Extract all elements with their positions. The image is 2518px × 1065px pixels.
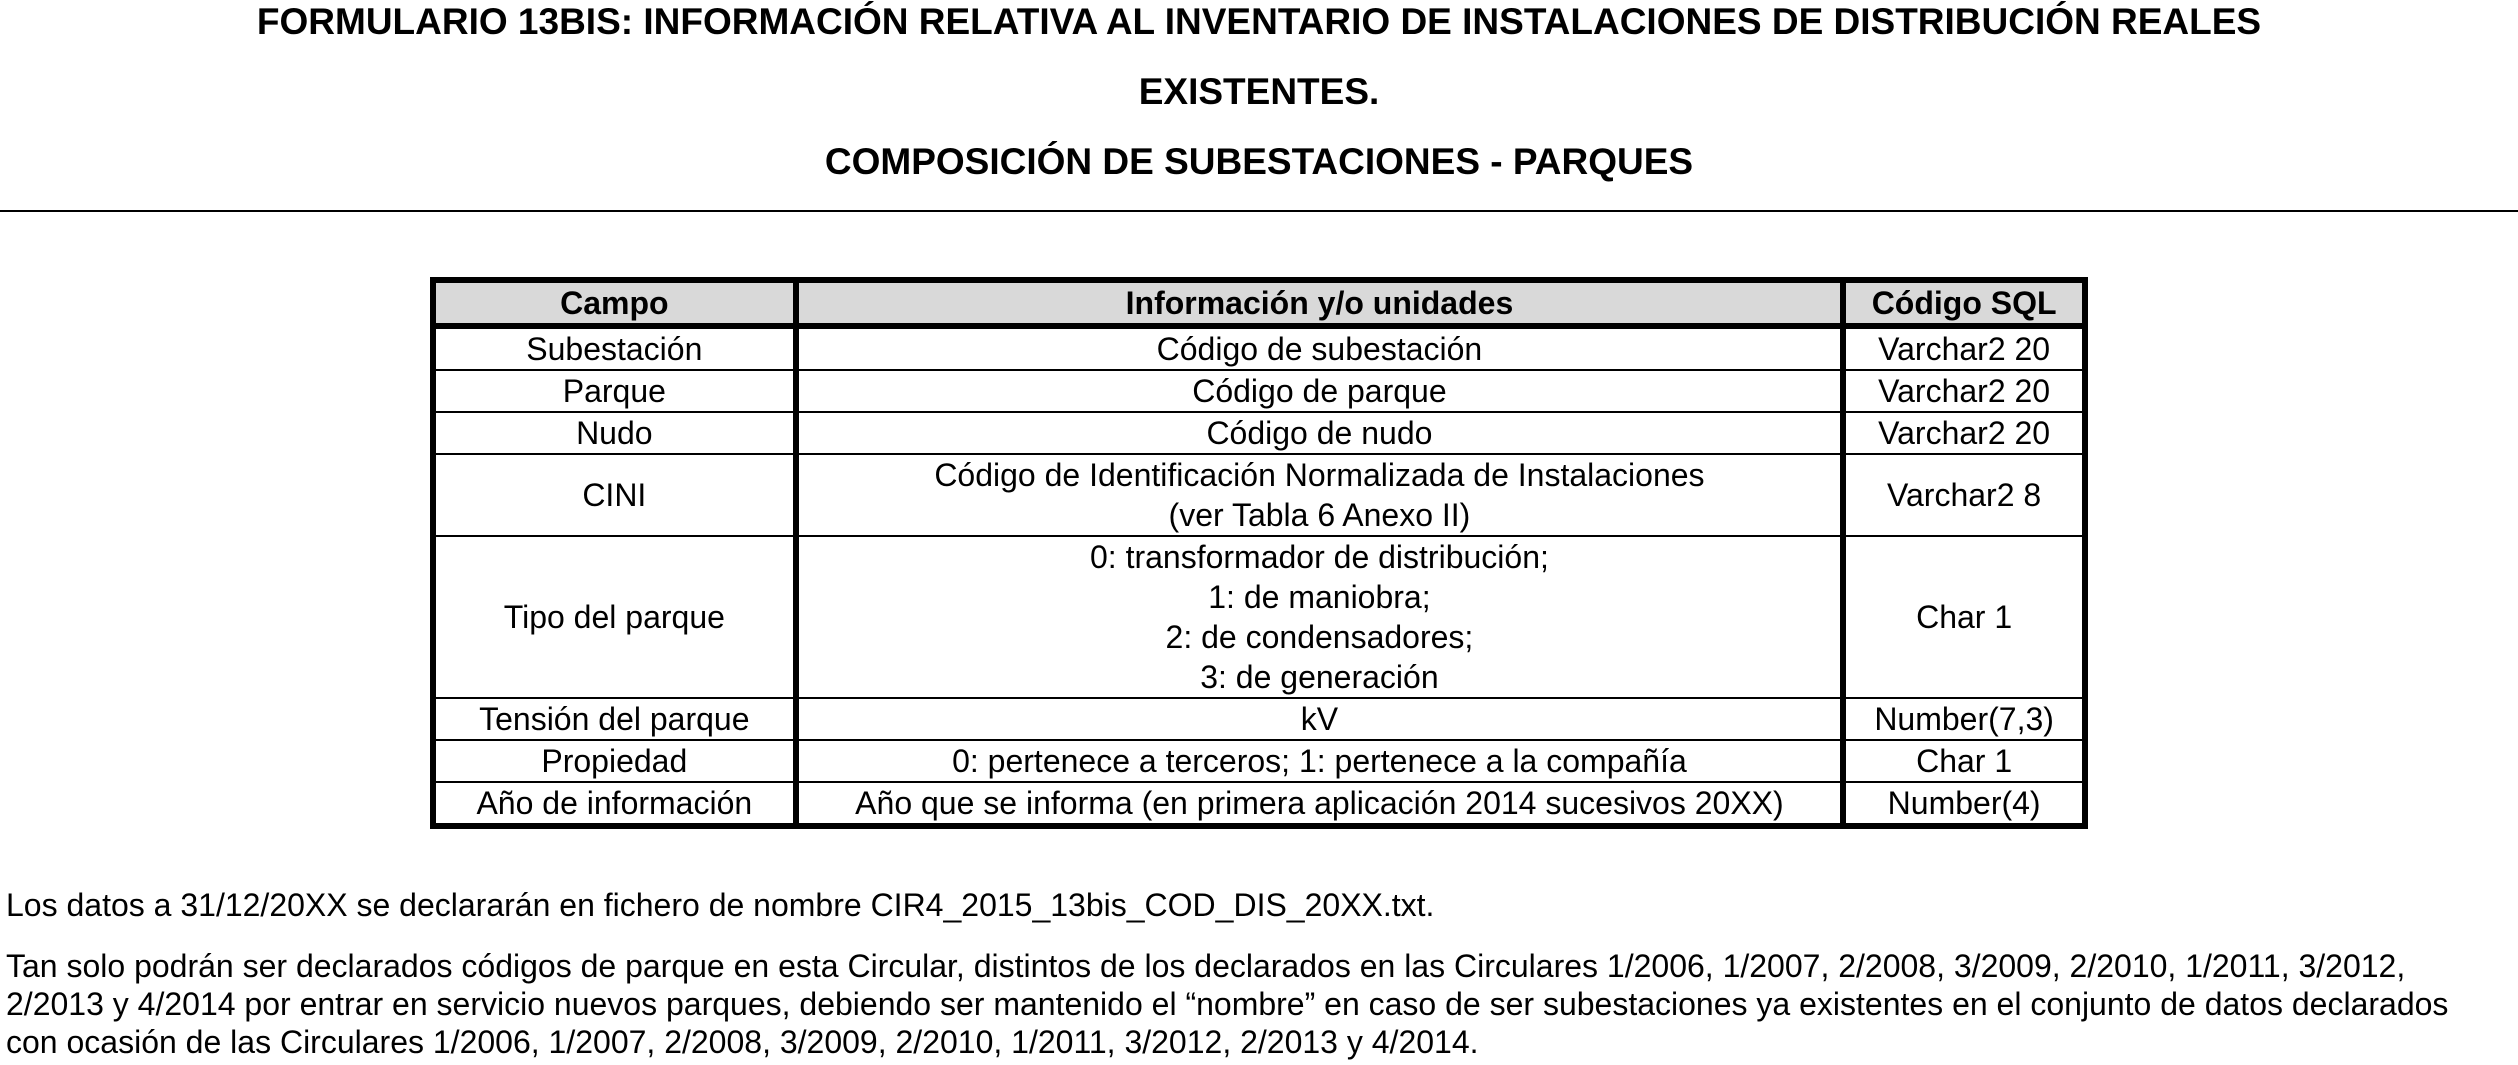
cell-campo: CINI — [433, 454, 796, 536]
cell-campo: Nudo — [433, 412, 796, 454]
document-subtitle: COMPOSICIÓN DE SUBESTACIONES - PARQUES — [824, 141, 1694, 182]
cell-campo: Subestación — [433, 326, 796, 370]
table-row — [433, 454, 2085, 536]
cell-sql: Varchar2 20 — [1843, 370, 2085, 412]
cell-info: Año que se informa (en primera aplicación 2014 sucesivos 20XX) — [796, 782, 1844, 826]
header-divider — [0, 210, 2518, 212]
column-header-info: Información y/o unidades — [796, 280, 1844, 326]
cell-info: Código de nudo — [796, 412, 1844, 454]
cell-sql: Varchar2 20 — [1843, 326, 2085, 370]
cell-info: 0: pertenece a terceros; 1: pertenece a la compañía — [796, 740, 1844, 782]
parque-codes-note-paragraph: Tan solo podrán ser declarados códigos de parque en esta Circular, distintos de los declarados en las Circulares 1/2006, 1/2007, 2/2008, 3/2009, 2/2010, 1/2011, 3/2012, 2/2013 y 4/2014 por entrar en servicio nuevos parques, debiendo ser mantenido el “nombre” en caso de ser subestaciones ya existentes en el conjunto de datos declarados con ocasión de las Circulares 1/2006, 1/2007, 2/2008, 3/2009, 2/2010, 1/2011, 3/2012, 2/2013 y 4/2014. — [6, 948, 2449, 1060]
column-header-sql: Código SQL — [1843, 280, 2085, 326]
cell-campo: Parque — [433, 370, 796, 412]
cell-info: Código de subestación — [796, 326, 1844, 370]
table-header-row — [433, 280, 2085, 326]
cell-info: Código de Identificación Normalizada de Instalaciones (ver Tabla 6 Anexo II) — [796, 454, 1844, 536]
table-row — [433, 536, 2085, 698]
table-row — [433, 412, 2085, 454]
filename-note-paragraph: Los datos a 31/12/20XX se declararán en fichero de nombre CIR4_2015_13bis_COD_DIS_20XX.txt. — [6, 887, 1435, 923]
column-header-campo: Campo — [433, 280, 796, 326]
document-title-line-1: FORMULARIO 13BIS: INFORMACIÓN RELATIVA AL INVENTARIO DE INSTALACIONES DE DISTRIBUCIÓN REALES — [256, 1, 2262, 42]
cell-info: kV — [796, 698, 1844, 740]
cell-sql: Char 1 — [1843, 740, 2085, 782]
cell-sql: Number(7,3) — [1843, 698, 2085, 740]
cell-sql: Varchar2 8 — [1843, 454, 2085, 536]
table-row — [433, 326, 2085, 370]
cell-info: Código de parque — [796, 370, 1844, 412]
table-row — [433, 782, 2085, 826]
cell-info: 0: transformador de distribución; 1: de maniobra; 2: de condensadores; 3: de generación — [796, 536, 1844, 698]
table-row — [433, 698, 2085, 740]
cell-campo: Propiedad — [433, 740, 796, 782]
cell-campo: Tensión del parque — [433, 698, 796, 740]
table-row — [433, 370, 2085, 412]
cell-sql: Varchar2 20 — [1843, 412, 2085, 454]
document-title-line-2: EXISTENTES. — [1138, 71, 1380, 112]
table-row — [433, 740, 2085, 782]
cell-sql: Char 1 — [1843, 536, 2085, 698]
cell-campo: Año de información — [433, 782, 796, 826]
cell-campo: Tipo del parque — [433, 536, 796, 698]
cell-sql: Number(4) — [1843, 782, 2085, 826]
field-spec-table — [430, 277, 2088, 829]
